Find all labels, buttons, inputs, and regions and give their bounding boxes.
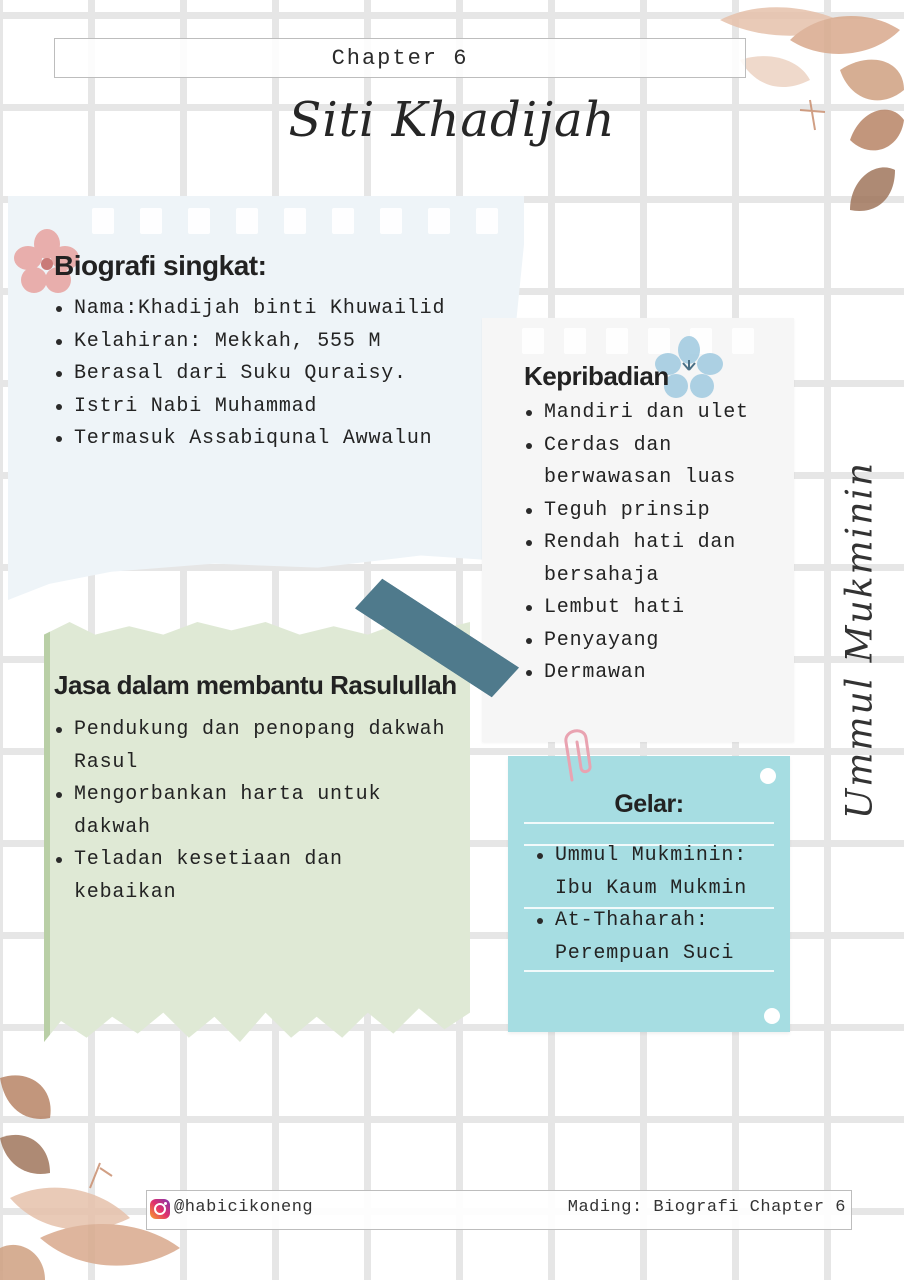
page-title: Siti Khadijah xyxy=(288,92,616,148)
divider xyxy=(524,970,774,972)
divider xyxy=(524,822,774,824)
paper-hole xyxy=(236,208,258,234)
list-item: Mengorbankan harta untuk dakwah xyxy=(54,779,454,844)
paper-hole xyxy=(522,328,544,354)
list-item: Rendah hati dan bersahaja xyxy=(524,527,794,592)
leaf-decoration-bottom-left xyxy=(0,1068,190,1280)
jasa-list xyxy=(54,714,454,909)
kepribadian-list xyxy=(524,397,794,690)
paper-hole xyxy=(140,208,162,234)
pin-dot xyxy=(764,1008,780,1024)
list-item: Berasal dari Suku Quraisy. xyxy=(54,358,494,391)
footer-caption: Mading: Biografi Chapter 6 xyxy=(567,1198,846,1217)
gelar-list xyxy=(535,840,785,970)
list-item: Termasuk Assabiqunal Awwalun xyxy=(54,423,494,456)
signature-text: Ummul Mukminin xyxy=(839,460,881,820)
biografi-title: Biografi singkat: xyxy=(54,250,267,281)
paper-hole xyxy=(732,328,754,354)
paper-hole xyxy=(428,208,450,234)
paper-hole xyxy=(380,208,402,234)
list-item: At-Thaharah: Perempuan Suci xyxy=(535,905,785,970)
paper-hole xyxy=(188,208,210,234)
instagram-icon xyxy=(150,1199,170,1219)
list-item: Ummul Mukminin: Ibu Kaum Mukmin xyxy=(535,840,785,905)
list-item: Kelahiran: Mekkah, 555 M xyxy=(54,326,494,359)
paper-hole xyxy=(564,328,586,354)
paper-hole xyxy=(284,208,306,234)
list-item: Teladan kesetiaan dan kebaikan xyxy=(54,844,454,909)
pin-dot xyxy=(760,768,776,784)
chapter-label: Chapter 6 xyxy=(331,45,469,71)
list-item: Mandiri dan ulet xyxy=(524,397,794,430)
list-item: Pendukung dan penopang dakwah Rasul xyxy=(54,714,454,779)
kepribadian-title: Kepribadian xyxy=(524,361,669,391)
paperclip-icon xyxy=(562,722,594,784)
instagram-handle[interactable]: @habicikoneng xyxy=(174,1198,314,1217)
list-item: Istri Nabi Muhammad xyxy=(54,391,494,424)
list-item: Penyayang xyxy=(524,625,794,658)
list-item: Teguh prinsip xyxy=(524,495,794,528)
list-item: Dermawan xyxy=(524,657,794,690)
list-item: Nama:Khadijah binti Khuwailid xyxy=(54,293,494,326)
list-item: Lembut hati xyxy=(524,592,794,625)
paper-hole xyxy=(606,328,628,354)
paper-hole xyxy=(92,208,114,234)
gelar-title: Gelar: xyxy=(614,790,684,818)
jasa-title: Jasa dalam membantu Rasulullah xyxy=(54,670,457,700)
list-item: Cerdas dan berwawasan luas xyxy=(524,430,794,495)
paper-hole xyxy=(476,208,498,234)
chapter-label-box xyxy=(54,38,746,78)
biografi-list xyxy=(54,293,494,456)
paper-hole xyxy=(332,208,354,234)
